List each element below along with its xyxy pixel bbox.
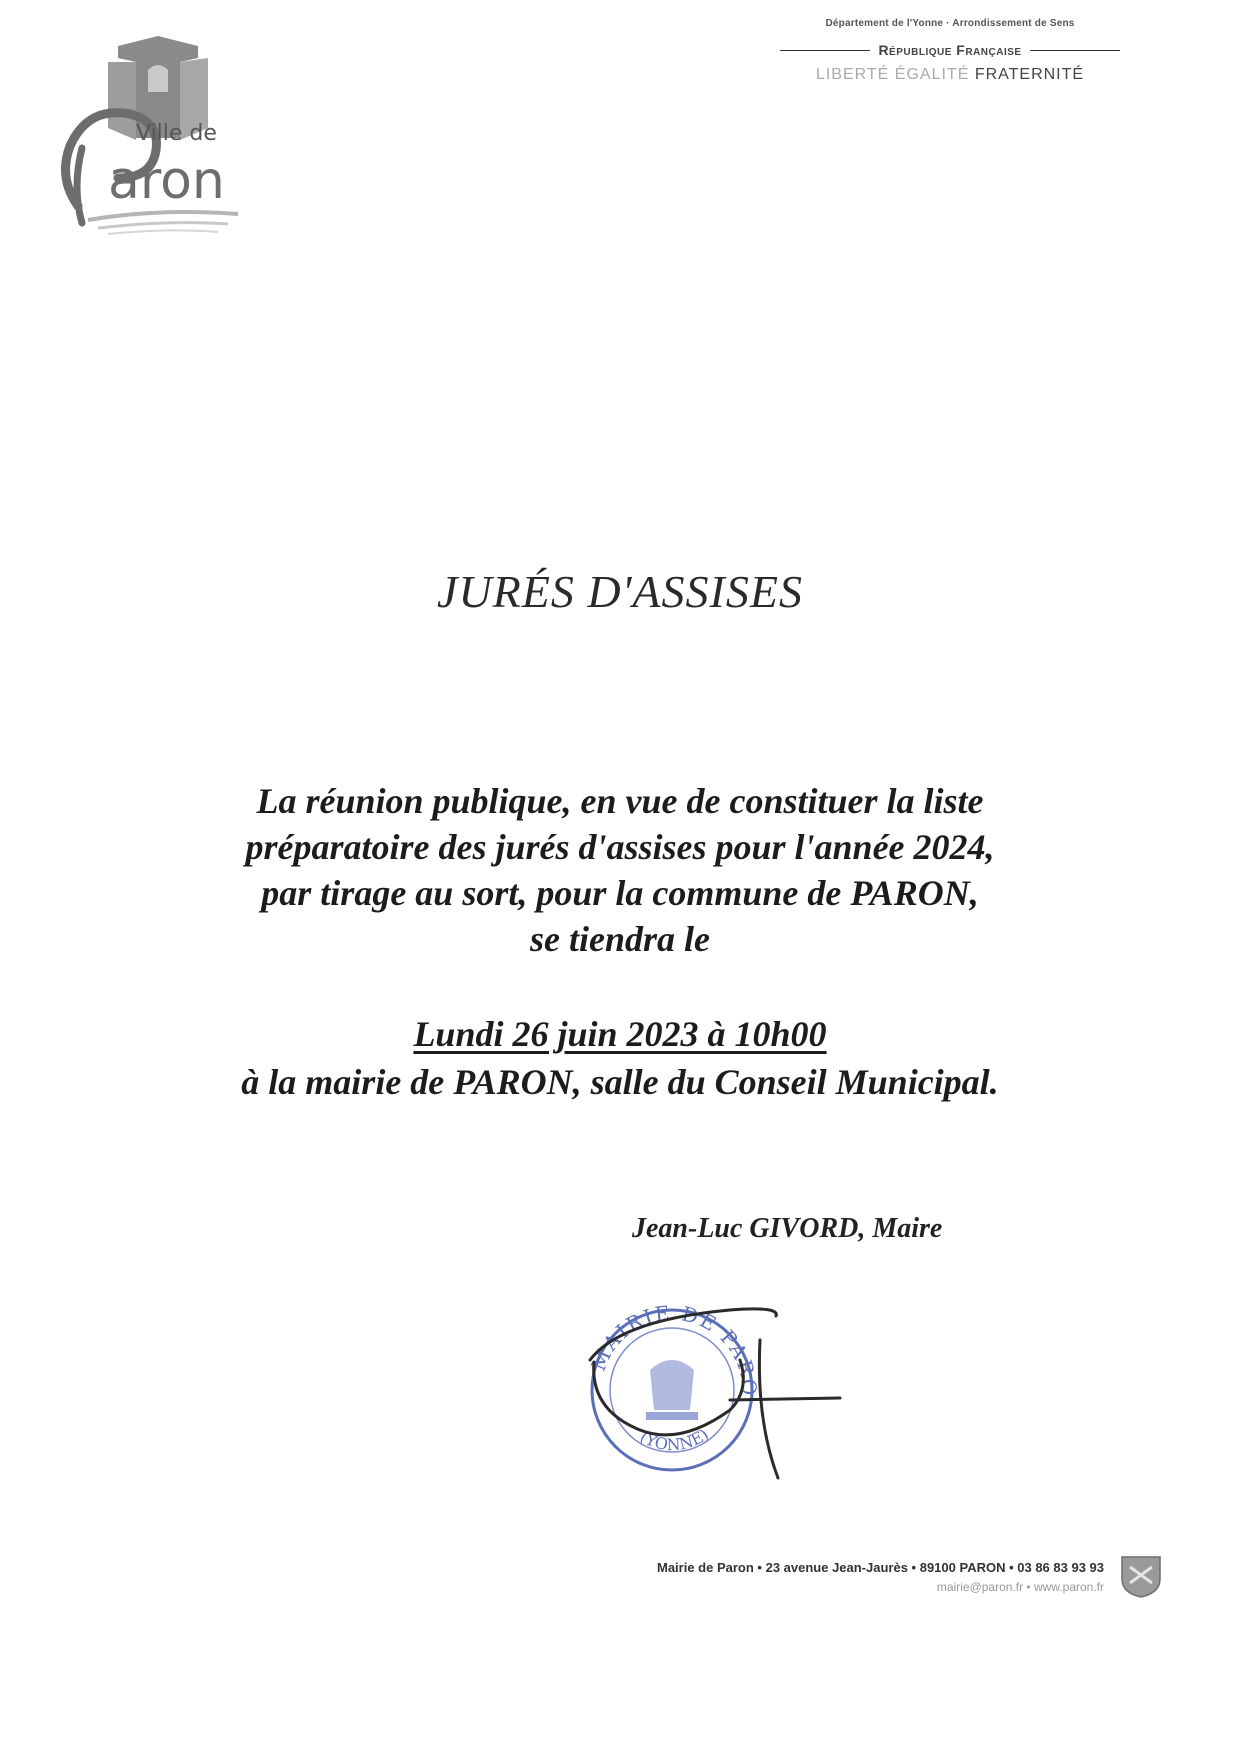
republic-title: République Française: [878, 42, 1022, 58]
ville-de-paron-logo: [48, 28, 258, 248]
signatory-name: Jean-Luc GIVORD, Maire: [632, 1213, 943, 1244]
department-line: Département de l'Yonne · Arrondissement de Sens: [825, 18, 1075, 29]
republic-motto: [780, 66, 1120, 84]
meeting-date-line: [60, 1010, 1180, 1058]
announcement-body: [60, 778, 1180, 962]
page-footer: [584, 1560, 1104, 1594]
coat-of-arms-icon: [1120, 1553, 1162, 1599]
stamp-bottom-text: (YONNE): [636, 1424, 713, 1455]
motto-liberte: LIBERTÉ: [815, 66, 890, 83]
meeting-details: [60, 1010, 1180, 1106]
body-line: par tirage au sort, pour la commune de PARON,: [261, 873, 979, 913]
logo-aron-text: aron: [108, 151, 225, 211]
document-title: JURÉS D'ASSISES: [437, 566, 803, 617]
meeting-date: Lundi 26 juin 2023 à 10h00: [413, 1014, 827, 1054]
body-line: préparatoire des jurés d'assises pour l'année 2024,: [245, 827, 995, 867]
footer-address: Mairie de Paron • 23 avenue Jean-Jaurès • 89100 PARON • 03 86 83 93 93: [657, 1560, 1104, 1575]
mayor-stamp: [580, 1280, 850, 1480]
meeting-place: à la mairie de PARON, salle du Conseil Municipal.: [241, 1062, 999, 1102]
right-rule: [1030, 50, 1120, 51]
left-rule: [780, 50, 870, 51]
footer-contact: mairie@paron.fr • www.paron.fr: [936, 1580, 1104, 1594]
stamp-top-text: MAIRIE DE PARO: [585, 1300, 762, 1398]
svg-text:(YONNE): [637, 1425, 712, 1455]
logo-ville-de-text: Ville de: [136, 121, 217, 146]
republic-line: [780, 42, 1120, 58]
body-line: se tiendra le: [530, 919, 710, 959]
stamp-signature-icon: [580, 1280, 850, 1480]
motto-fraternite: FRATERNITÉ: [974, 66, 1085, 83]
motto-egalite: ÉGALITÉ: [894, 66, 970, 83]
paron-logo-icon: [48, 28, 258, 248]
body-line: La réunion publique, en vue de constituer la liste: [256, 781, 984, 821]
republic-header: [780, 18, 1120, 84]
